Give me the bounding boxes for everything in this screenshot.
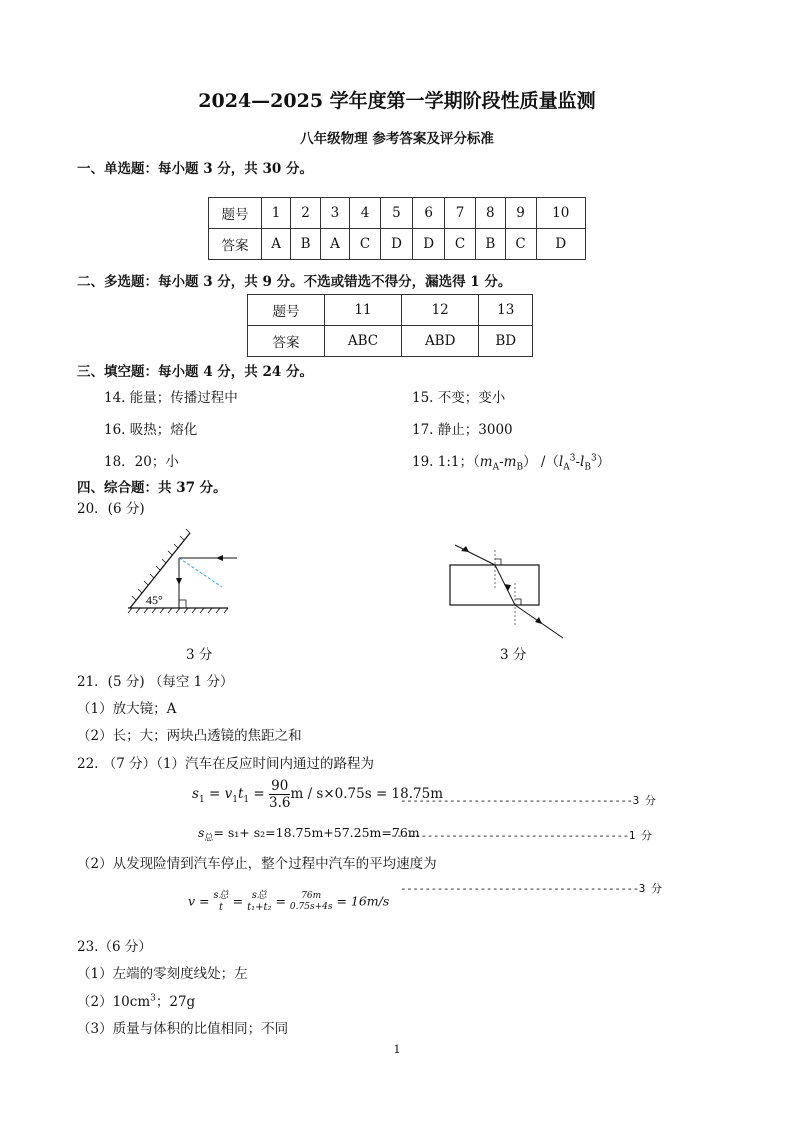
page-number: 1 [393, 1043, 401, 1056]
table-cell: 6 [413, 198, 445, 229]
var-m: m [479, 454, 493, 470]
answer-14: 14. 能量；传播过程中 [104, 390, 238, 406]
table-row [248, 295, 533, 326]
right-angle-mark [495, 559, 501, 565]
table-cell: 10 [536, 198, 585, 229]
var-t: t [237, 786, 244, 803]
right-angle-mark [179, 600, 186, 608]
equation-result: = 16m/s [336, 893, 390, 909]
arrow-icon [535, 617, 542, 624]
row-label: 题号 [248, 295, 325, 326]
table-cell: 1 [262, 198, 291, 229]
table-cell: 12 [401, 295, 479, 326]
q22-equation-3: v = s总 t = s总 t₁+t₂ = 76m 0.75s+4s = 16m/s [188, 890, 390, 913]
sub-1: 1 [232, 794, 238, 805]
answer-19-close: ） [596, 454, 611, 470]
q23-answer-2-suffix: ；27g [155, 994, 196, 1010]
page-subtitle: 八年级物理 参考答案及评分标准 [300, 131, 494, 147]
normal-line [179, 558, 222, 587]
table-cell: ABC [325, 326, 402, 357]
numerator: s总 [251, 890, 267, 901]
equals-sign: = [249, 786, 270, 803]
numerator: s总 [213, 890, 229, 901]
table-cell: 7 [445, 198, 476, 229]
denominator: t [219, 902, 224, 913]
table-cell: D [536, 229, 585, 260]
answer-19-prefix: 19. 1:1；（ [412, 454, 480, 470]
row-label: 题号 [209, 198, 262, 229]
section2-heading: 二、多选题：每小题 3 分，共 9 分。不选或错选不得分，漏选得 1 分。 [77, 274, 512, 290]
sup-3: 3 [150, 993, 156, 1004]
q20-score-left: 3 分 [186, 647, 213, 663]
row-label: 答案 [248, 326, 325, 357]
table-cell: C [445, 229, 476, 260]
sub-b: B [516, 462, 524, 473]
answer-17: 17. 静止；3000 [412, 422, 513, 438]
denominator: t₁+t₂ [247, 902, 272, 913]
answer-15: 15. 不变；变小 [412, 390, 506, 406]
answer-16: 16. 吸热；熔化 [104, 422, 198, 438]
q22-score-line-2: ---------------------------------------1 分 [390, 829, 652, 842]
q22-part2: （2）从发现险情到汽车停止，整个过程中汽车的平均速度为 [77, 856, 437, 872]
table-cell: A [320, 229, 349, 260]
ground-hatching [128, 608, 228, 613]
answer-19 [412, 450, 610, 473]
table-cell: C [505, 229, 536, 260]
answer-19-divider: ） /（ [523, 454, 559, 470]
mirror-reflection-diagram [120, 525, 250, 620]
right-angle-mark [515, 599, 521, 605]
q23-answer-1: （1）左端的零刻度线处；左 [77, 966, 248, 982]
table-cell: 9 [505, 198, 536, 229]
table-cell: ABD [401, 326, 479, 357]
table-row [248, 326, 533, 357]
numerator: 90 [271, 778, 289, 794]
sub-total: 总 [204, 833, 214, 844]
table-cell: A [262, 229, 291, 260]
table-cell: B [291, 229, 321, 260]
q20-label: 20．(6 分) [77, 501, 145, 517]
sup-3: 3 [590, 453, 597, 464]
arrow-icon [216, 555, 223, 561]
section4-heading: 四、综合题：共 37 分。 [77, 480, 227, 496]
fraction [214, 890, 229, 914]
table-cell: 5 [380, 198, 412, 229]
table-cell: B [476, 229, 506, 260]
q22-label: 22. （7 分）（1）汽车在反应时间内通过的路程为 [77, 756, 374, 772]
angle-label: 45° [146, 593, 163, 607]
section3-heading: 三、填空题：每小题 4 分，共 24 分。 [77, 364, 313, 380]
minus-sign: - [499, 454, 504, 470]
var-s: s [198, 825, 205, 840]
glass-block [450, 565, 539, 605]
sup-3: 3 [569, 453, 576, 464]
q23-answer-2-prefix: （2）10cm [77, 994, 151, 1010]
section1-heading: 一、单选题：每小题 3 分，共 30 分。 [77, 161, 313, 177]
refraction-diagram [445, 535, 575, 645]
sub-1: 1 [243, 794, 250, 805]
mirror-hatching [132, 529, 190, 600]
table-cell: 4 [350, 198, 381, 229]
fraction [247, 890, 271, 914]
denominator: 3.6 [269, 795, 291, 812]
table-cell: D [413, 229, 445, 260]
sub-b: B [584, 462, 591, 473]
table-cell: BD [479, 326, 533, 357]
numerator: 76m [301, 891, 322, 902]
q22-equation-2 [198, 825, 420, 844]
table-cell: C [350, 229, 381, 260]
q20-score-right: 3 分 [500, 647, 527, 663]
q23-label: 23.（6 分） [77, 939, 152, 955]
q23-answer-2 [77, 990, 195, 1010]
page-title: 2024—2025 学年度第一学期阶段性质量监测 [198, 90, 596, 112]
q21-label: 21．(5 分) （每空 1 分） [77, 674, 234, 690]
fraction [269, 778, 290, 811]
q22-score-line-3: ---------------------------------------3 分 [400, 882, 662, 895]
incident-ray [455, 545, 495, 565]
eq-v: = v [204, 786, 233, 803]
table-cell: 3 [320, 198, 349, 229]
section2-answer-table [247, 294, 533, 357]
table-cell: 11 [325, 295, 402, 326]
row-label: 答案 [209, 229, 262, 260]
table-cell: 2 [291, 198, 321, 229]
table-cell: 8 [476, 198, 506, 229]
var-l: l [558, 454, 564, 470]
section1-answer-table [208, 197, 586, 260]
arrow-icon [504, 584, 511, 591]
table-cell: D [380, 229, 412, 260]
var-v: v = [188, 893, 210, 909]
var-s: s [192, 786, 199, 803]
denominator: 0.75s+4s [289, 902, 333, 912]
var-m: m [503, 454, 517, 470]
table-row [209, 229, 586, 260]
sub-1: 1 [198, 794, 205, 805]
q23-answer-3: （3）质量与体积的比值相同；不同 [77, 1021, 289, 1037]
q21-answer-2: （2）长；大；两块凸透镜的焦距之和 [77, 728, 302, 744]
q21-answer-1: （1）放大镜；A [77, 701, 177, 717]
sub-a: A [492, 462, 500, 473]
table-cell: 13 [479, 295, 533, 326]
minus-sign: - [575, 454, 581, 470]
fraction [290, 891, 333, 913]
answer-18: 18．20；小 [104, 454, 179, 470]
equation-rest: m / s×0.75s = 18.75m [290, 786, 444, 803]
equation-rest: = s₁+ s₂=18.75m+57.25m=76m [213, 825, 420, 840]
arrow-icon [176, 578, 182, 585]
table-row [209, 198, 586, 229]
var-l: l [580, 454, 585, 470]
sub-a: A [563, 462, 570, 473]
q22-score-line-1: --------------------------------------3 分 [400, 794, 656, 807]
